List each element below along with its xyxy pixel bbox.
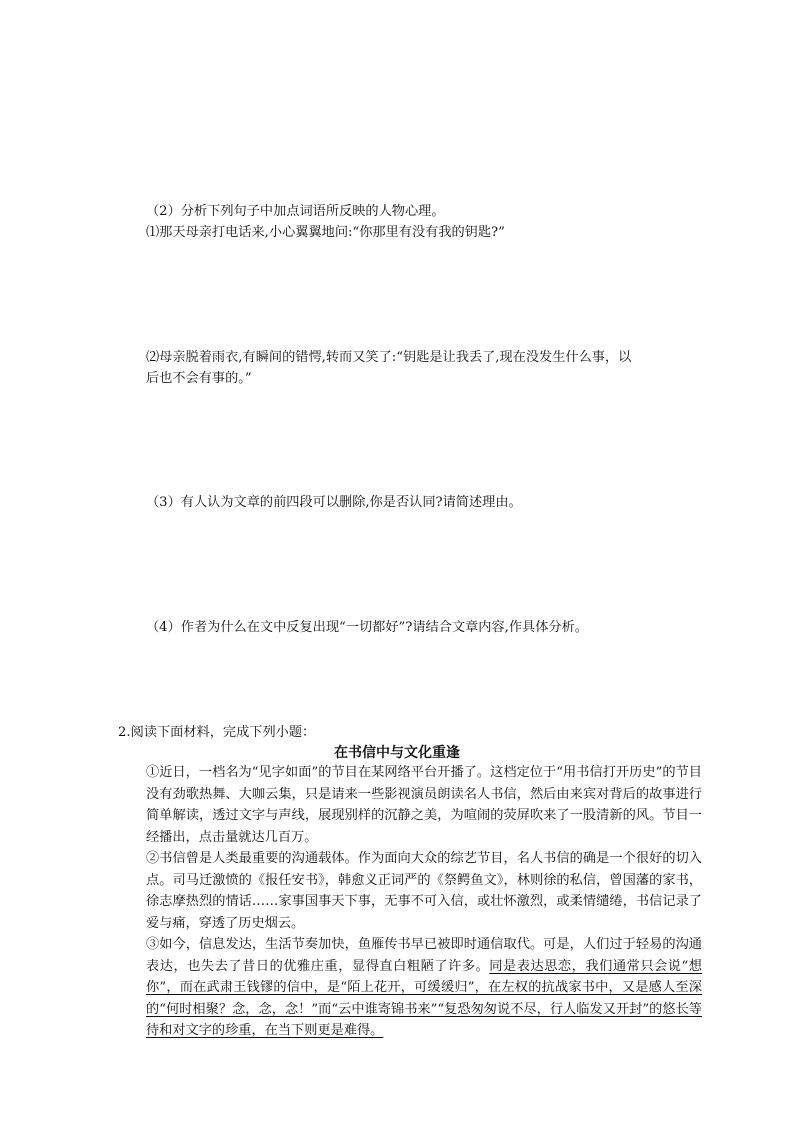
passage-paragraph-3	[146, 934, 702, 1042]
question-1-sub-4: （4）作者为什么在文中反复出现“一切都好”?请结合文章内容,作具体分析。	[146, 620, 588, 635]
question-1-sub-2-item-2-line-2: 后也不会有事的。”	[146, 371, 252, 386]
question-1-sub-2-heading: （2）分析下列句子中加点词语所反映的人物心理。	[146, 204, 445, 219]
question-1-sub-2-item-1: ⑴那天母亲打电话来,小心翼翼地问:“你那里有没有我的钥匙?”	[146, 225, 505, 240]
passage-paragraph-3-plain: ③如今，信息发达，生活节奏加快，鱼雁传书早已被即时通信取代。可是，人们过于轻易的沟通表达，也失去了昔日的优雅庄重，显得直白粗陋了许多。	[146, 937, 702, 974]
question-2-intro: 2.阅读下面材料，完成下列小题：	[118, 725, 316, 740]
question-1-sub-2-item-2-line-1: ⑵母亲脱着雨衣,有瞬间的错愕,转而又笑了:“钥匙是让我丢了,现在没发生什么事，以	[146, 350, 632, 365]
passage-paragraph-3-underlined: 同是表达思恋，我们通常只会说“想你”，而在武肃王钱镠的信中，是“陌上花开，可缓缓归”，在左权的抗战家书中，又是感人至深的“何时相聚？念，念，念！”而“云中谁寄锦书来”“复恐匆匆说不尽，行人临发又开封”的悠长等待和对文字的珍重，在当下则更是难得。	[146, 958, 702, 1038]
question-1-sub-3: （3）有人认为文章的前四段可以删除,你是否认同?请简述理由。	[146, 495, 522, 510]
passage-paragraph-2: ②书信曾是人类最重要的沟通载体。作为面向大众的综艺节目，名人书信的确是一个很好的切入点。司马迁激愤的《报任安书》，韩愈义正词严的《祭鳄鱼文》，林则徐的私信，曾国藩的家书，徐志摩热烈的情话……家事国事天下事，无事不可入信，或壮怀激烈，或柔情缱绻，书信记录了爱与痛，穿透了历史烟云。	[146, 851, 702, 931]
passage-title: 在书信中与文化重逢	[334, 745, 460, 761]
passage-paragraph-1: ①近日，一档名为“见字如面”的节目在某网络平台开播了。这档定位于“用书信打开历史”的节目没有劲歌热舞、大咖云集，只是请来一些影视演员朗读名人书信，然后由来宾对背后的故事进行简单解读，透过文字与声线，展现别样的沉静之美，为喧闹的荧屏吹来了一股清新的风。节目一经播出，点击量就达几百万。	[146, 765, 702, 845]
